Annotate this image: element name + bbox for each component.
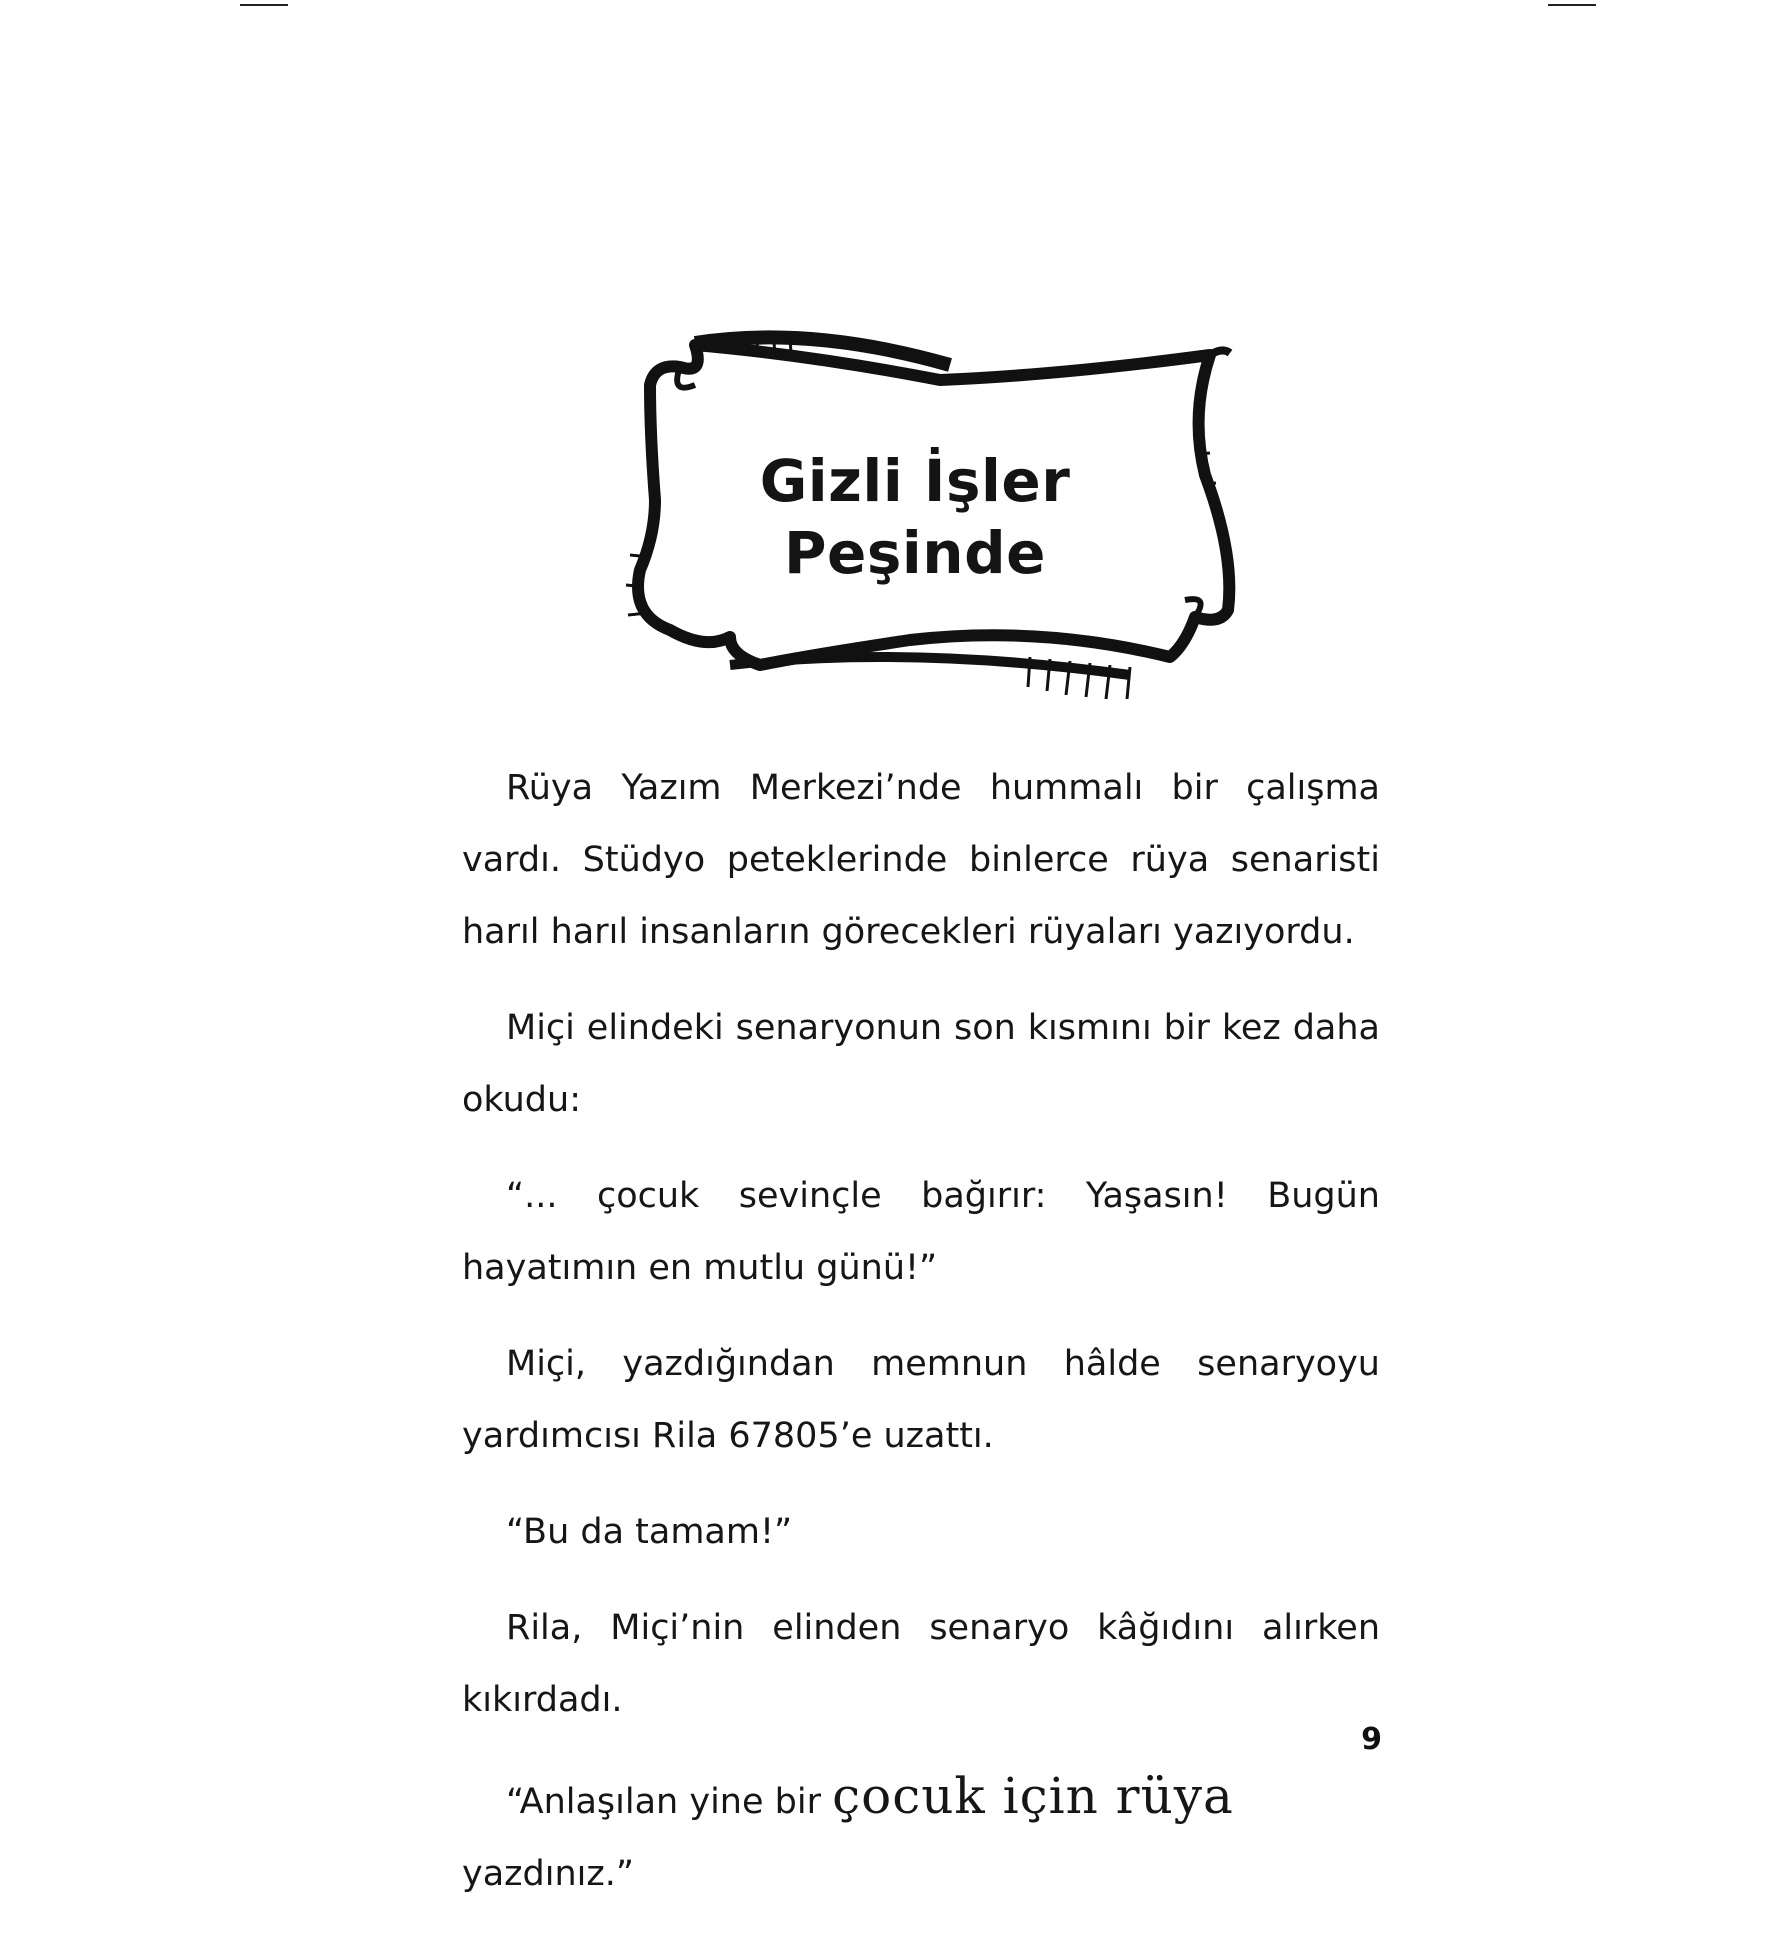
body-text [462,752,1380,1934]
paragraph: “... çocuk sevinçle bağırır: Yaşasın! Bugün hayatımın en mutlu günü!” [462,1176,1380,1288]
paragraph: “Bu da tamam!” [506,1512,793,1552]
paragraph: Rila, Miçi’nin elinden senaryo kâğıdını alırken kıkırdadı. [462,1608,1380,1720]
page-number: 9 [1361,1722,1382,1757]
last-paragraph-after: yazdınız.” [462,1854,635,1894]
chapter-title [610,445,1220,589]
crop-mark-left [240,4,288,6]
chapter-title-line1: Gizli İşler [759,447,1071,515]
chapter-title-line2: Peşinde [784,519,1046,587]
emphasis-text: çocuk için rüya [832,1767,1234,1825]
paragraph: Miçi elindeki senaryonun son kısmını bir kez daha okudu: [462,1008,1380,1120]
paragraph: Miçi, yazdığından memnun hâlde senaryoyu yardımcısı Rila 67805’e uzattı. [462,1344,1380,1456]
chapter-banner [610,325,1260,715]
paragraph: Rüya Yazım Merkezi’nde hummalı bir çalışma vardı. Stüdyo peteklerinde binlerce rüya senaristi harıl harıl insanların görecekleri rüyaları yazıyordu. [462,768,1380,952]
paragraph-last [462,1760,1380,1910]
crop-mark-right [1548,4,1596,6]
last-paragraph-before: “Anlaşılan yine bir [506,1782,833,1822]
